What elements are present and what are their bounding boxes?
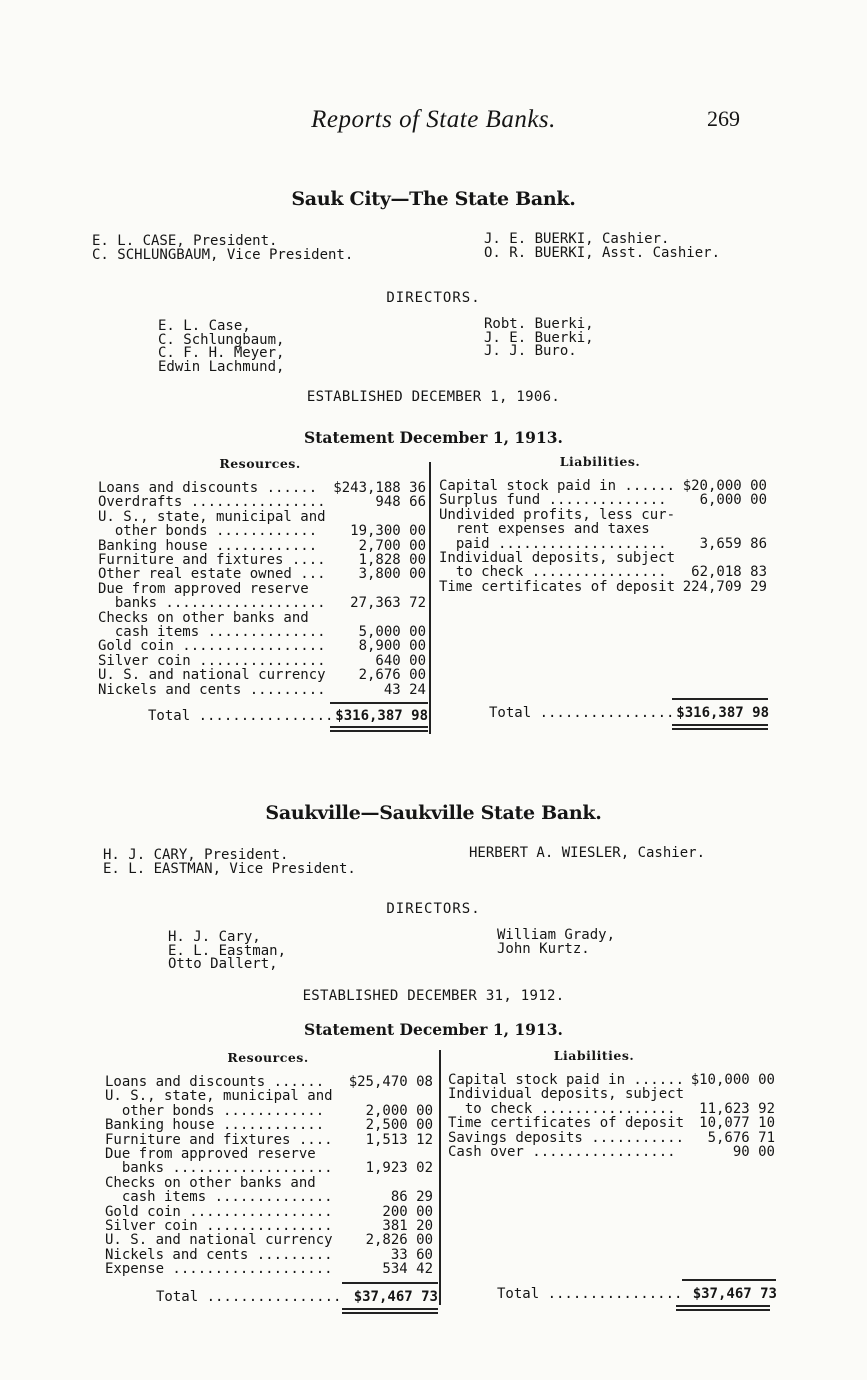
statement-date: Statement December 1, 1913. <box>304 1020 563 1039</box>
line-item-label: Nickels and cents ......... <box>98 681 326 698</box>
liabilities-heading: Liabilities. <box>553 1048 635 1063</box>
established-date: ESTABLISHED DECEMBER 31, 1912. <box>302 988 565 1004</box>
directors-right-list <box>497 929 615 956</box>
line-item-label: Gold coin ................. <box>105 1203 333 1220</box>
line-item-label: Gold coin ................. <box>98 638 326 655</box>
line-item-amount: $20,000 00 <box>682 478 767 494</box>
bank-title: Saukville—Saukville State Bank. <box>265 802 602 824</box>
line-item-label: cash items .............. <box>98 624 326 640</box>
resources-total-amount: $316,387 98 <box>335 708 428 724</box>
resources-total-row <box>156 1290 438 1332</box>
line-item-label: to check ................ <box>448 1100 676 1117</box>
line-item-amount: 2,700 00 <box>358 537 426 554</box>
line-item-amount: 90 00 <box>732 1144 775 1160</box>
liabilities-total-amount: $316,387 98 <box>676 705 769 721</box>
line-item-amount: 640 00 <box>375 652 426 669</box>
line-item-label: Capital stock paid in ...... <box>448 1072 685 1088</box>
line-item-label: Due from approved reserve <box>105 1146 316 1162</box>
line-item-label: cash items .............. <box>105 1189 333 1206</box>
director-name: Edwin Lachmund, <box>158 358 285 375</box>
total-label: Total ................ <box>489 705 675 721</box>
line-item-label: Individual deposits, subject <box>439 550 676 566</box>
director-name: J. J. Buro. <box>484 343 577 359</box>
line-item-amount: 6,000 00 <box>699 492 767 509</box>
line-item-label: U. S., state, municipal and <box>98 508 326 525</box>
directors-label: DIRECTORS. <box>386 290 481 306</box>
column-divider <box>439 1050 441 1305</box>
line-item-label: Capital stock paid in ...... <box>439 478 676 494</box>
officer-asst-cashier: O. R. BUERKI, Asst. Cashier. <box>484 245 721 261</box>
line-item-label: Furniture and fixtures .... <box>98 552 326 568</box>
line-item-amount: 2,676 00 <box>358 667 426 684</box>
liabilities-total-row <box>497 1287 777 1329</box>
resources-total-amount: $37,467 73 <box>353 1289 438 1305</box>
line-item-amount: 3,659 86 <box>699 535 767 552</box>
line-item-amount: 2,500 00 <box>365 1117 433 1134</box>
total-label: Total ................ <box>156 1289 342 1305</box>
line-item-amount: 2,826 00 <box>365 1232 433 1249</box>
line-item-label: banks ................... <box>105 1160 333 1177</box>
line-item-amount: 224,709 29 <box>682 578 767 595</box>
double-rule-bottom <box>672 728 768 730</box>
total-rule <box>672 698 768 700</box>
column-divider <box>429 462 431 734</box>
total-rule <box>330 702 428 704</box>
total-rule <box>682 1279 776 1281</box>
established-date: ESTABLISHED DECEMBER 1, 1906. <box>306 389 561 405</box>
directors-left-list <box>168 931 286 972</box>
statement-date: Statement December 1, 1913. <box>304 428 563 447</box>
officer-president: E. L. CASE, President. <box>92 233 278 249</box>
line-item-label: Checks on other banks and <box>105 1174 316 1191</box>
director-name: C. Schlungbaum, <box>158 331 285 348</box>
line-item-label: Time certificates of deposit <box>439 578 676 595</box>
director-name: William Grady, <box>497 927 616 943</box>
liabilities-total-row <box>489 706 769 748</box>
line-item-label: banks ................... <box>98 595 326 612</box>
line-item-amount: 3,800 00 <box>358 566 426 583</box>
line-item-amount: $25,470 08 <box>348 1074 433 1090</box>
director-name: Robt. Buerki, <box>484 316 594 332</box>
director-name: E. L. Eastman, <box>168 942 287 959</box>
director-name: C. F. H. Meyer, <box>158 345 285 361</box>
line-item-label: to check ................ <box>439 564 667 581</box>
liabilities-total-amount: $37,467 73 <box>692 1286 777 1302</box>
line-item-label: Loans and discounts ...... <box>105 1074 325 1090</box>
directors-right-list <box>484 318 594 359</box>
line-item-label: Nickels and cents ......... <box>105 1246 333 1263</box>
line-item-label: Savings deposits ........... <box>448 1129 685 1146</box>
line-item-label: Silver coin ............... <box>105 1218 333 1234</box>
liabilities-heading: Liabilities. <box>559 454 641 469</box>
total-rule <box>342 1282 438 1284</box>
line-item-amount: $243,188 36 <box>333 480 426 496</box>
line-item-label: other bonds ............ <box>98 523 318 540</box>
officer-president: H. J. CARY, President. <box>103 847 289 863</box>
double-rule-top <box>342 1308 438 1310</box>
line-item-label: Banking house ............ <box>105 1117 325 1134</box>
total-label: Total ................ <box>148 708 334 724</box>
line-item-amount: $10,000 00 <box>690 1072 775 1088</box>
line-item-amount: 43 24 <box>383 681 426 698</box>
total-label: Total ................ <box>497 1286 683 1302</box>
line-item-label: Banking house ............ <box>98 537 318 554</box>
line-item-label: Undivided profits, less cur- <box>439 506 676 523</box>
director-name: John Kurtz. <box>497 940 590 957</box>
director-name: Otto Dallert, <box>168 956 278 972</box>
line-item-amount: 10,077 10 <box>699 1115 775 1132</box>
line-item-label: U. S. and national currency <box>105 1232 333 1249</box>
director-name: J. E. Buerki, <box>484 329 594 346</box>
line-item-label: Surplus fund .............. <box>439 492 667 509</box>
line-item-label: Time certificates of deposit <box>448 1115 685 1132</box>
line-item-amount: 5,000 00 <box>358 624 426 640</box>
line-item-label: rent expenses and taxes <box>439 521 650 538</box>
line-item-amount: 86 29 <box>390 1189 433 1206</box>
resources-heading: Resources. <box>227 1050 309 1065</box>
director-name: H. J. Cary, <box>168 929 261 945</box>
line-item-label: U. S., state, municipal and <box>105 1088 333 1105</box>
line-item-amount: 62,018 83 <box>691 564 767 581</box>
line-item-amount: 381 20 <box>382 1218 433 1234</box>
double-rule-top <box>330 726 428 728</box>
line-item-label: Loans and discounts ...... <box>98 480 318 496</box>
bank-title: Sauk City—The State Bank. <box>291 188 576 210</box>
line-item-amount: 200 00 <box>382 1203 433 1220</box>
line-item-label: Other real estate owned ... <box>98 566 326 583</box>
line-item-label: paid .................... <box>439 535 667 552</box>
resources-heading: Resources. <box>219 456 301 471</box>
line-item-amount: 1,513 12 <box>365 1131 433 1148</box>
line-item-label: Checks on other banks and <box>98 609 309 626</box>
line-item-label: U. S. and national currency <box>98 667 326 684</box>
page-number: 269 <box>707 106 740 131</box>
line-item-amount: 8,900 00 <box>358 638 426 655</box>
officer-cashier: J. E. BUERKI, Cashier. <box>484 231 670 247</box>
line-item-label: Expense ................... <box>105 1261 333 1278</box>
officer-vice-president: E. L. EASTMAN, Vice President. <box>103 861 356 877</box>
line-item-label: Overdrafts ................ <box>98 494 326 511</box>
line-item-amount: 1,828 00 <box>358 552 426 568</box>
directors-left-list <box>158 320 284 374</box>
line-item-amount: 2,000 00 <box>365 1102 433 1119</box>
double-rule-top <box>676 1305 770 1307</box>
line-item-label: Cash over ................. <box>448 1144 676 1160</box>
line-item-label: other bonds ............ <box>105 1102 325 1119</box>
line-item-amount: 11,623 92 <box>699 1100 775 1117</box>
line-item-amount: 534 42 <box>382 1261 433 1278</box>
line-item-label: Due from approved reserve <box>98 580 309 597</box>
double-rule-top <box>672 724 768 726</box>
double-rule-bottom <box>676 1309 770 1311</box>
officer-cashier: HERBERT A. WIESLER, Cashier. <box>469 845 706 861</box>
line-item-amount: 1,923 02 <box>365 1160 433 1177</box>
double-rule-bottom <box>330 730 428 732</box>
line-item-label: Individual deposits, subject <box>448 1086 685 1103</box>
line-item-label: Furniture and fixtures .... <box>105 1131 333 1148</box>
directors-label: DIRECTORS. <box>386 901 481 917</box>
line-item-label: Silver coin ............... <box>98 652 326 669</box>
running-header: Reports of State Banks. <box>311 106 556 133</box>
director-name: E. L. Case, <box>158 318 251 334</box>
officer-vice-president: C. SCHLUNGBAUM, Vice President. <box>92 247 354 263</box>
line-item-amount: 948 66 <box>375 494 426 511</box>
double-rule-bottom <box>342 1312 438 1314</box>
line-item-amount: 19,300 00 <box>350 523 426 540</box>
line-item-amount: 33 60 <box>390 1246 433 1263</box>
line-item-amount: 27,363 72 <box>350 595 426 612</box>
line-item-amount: 5,676 71 <box>707 1129 775 1146</box>
